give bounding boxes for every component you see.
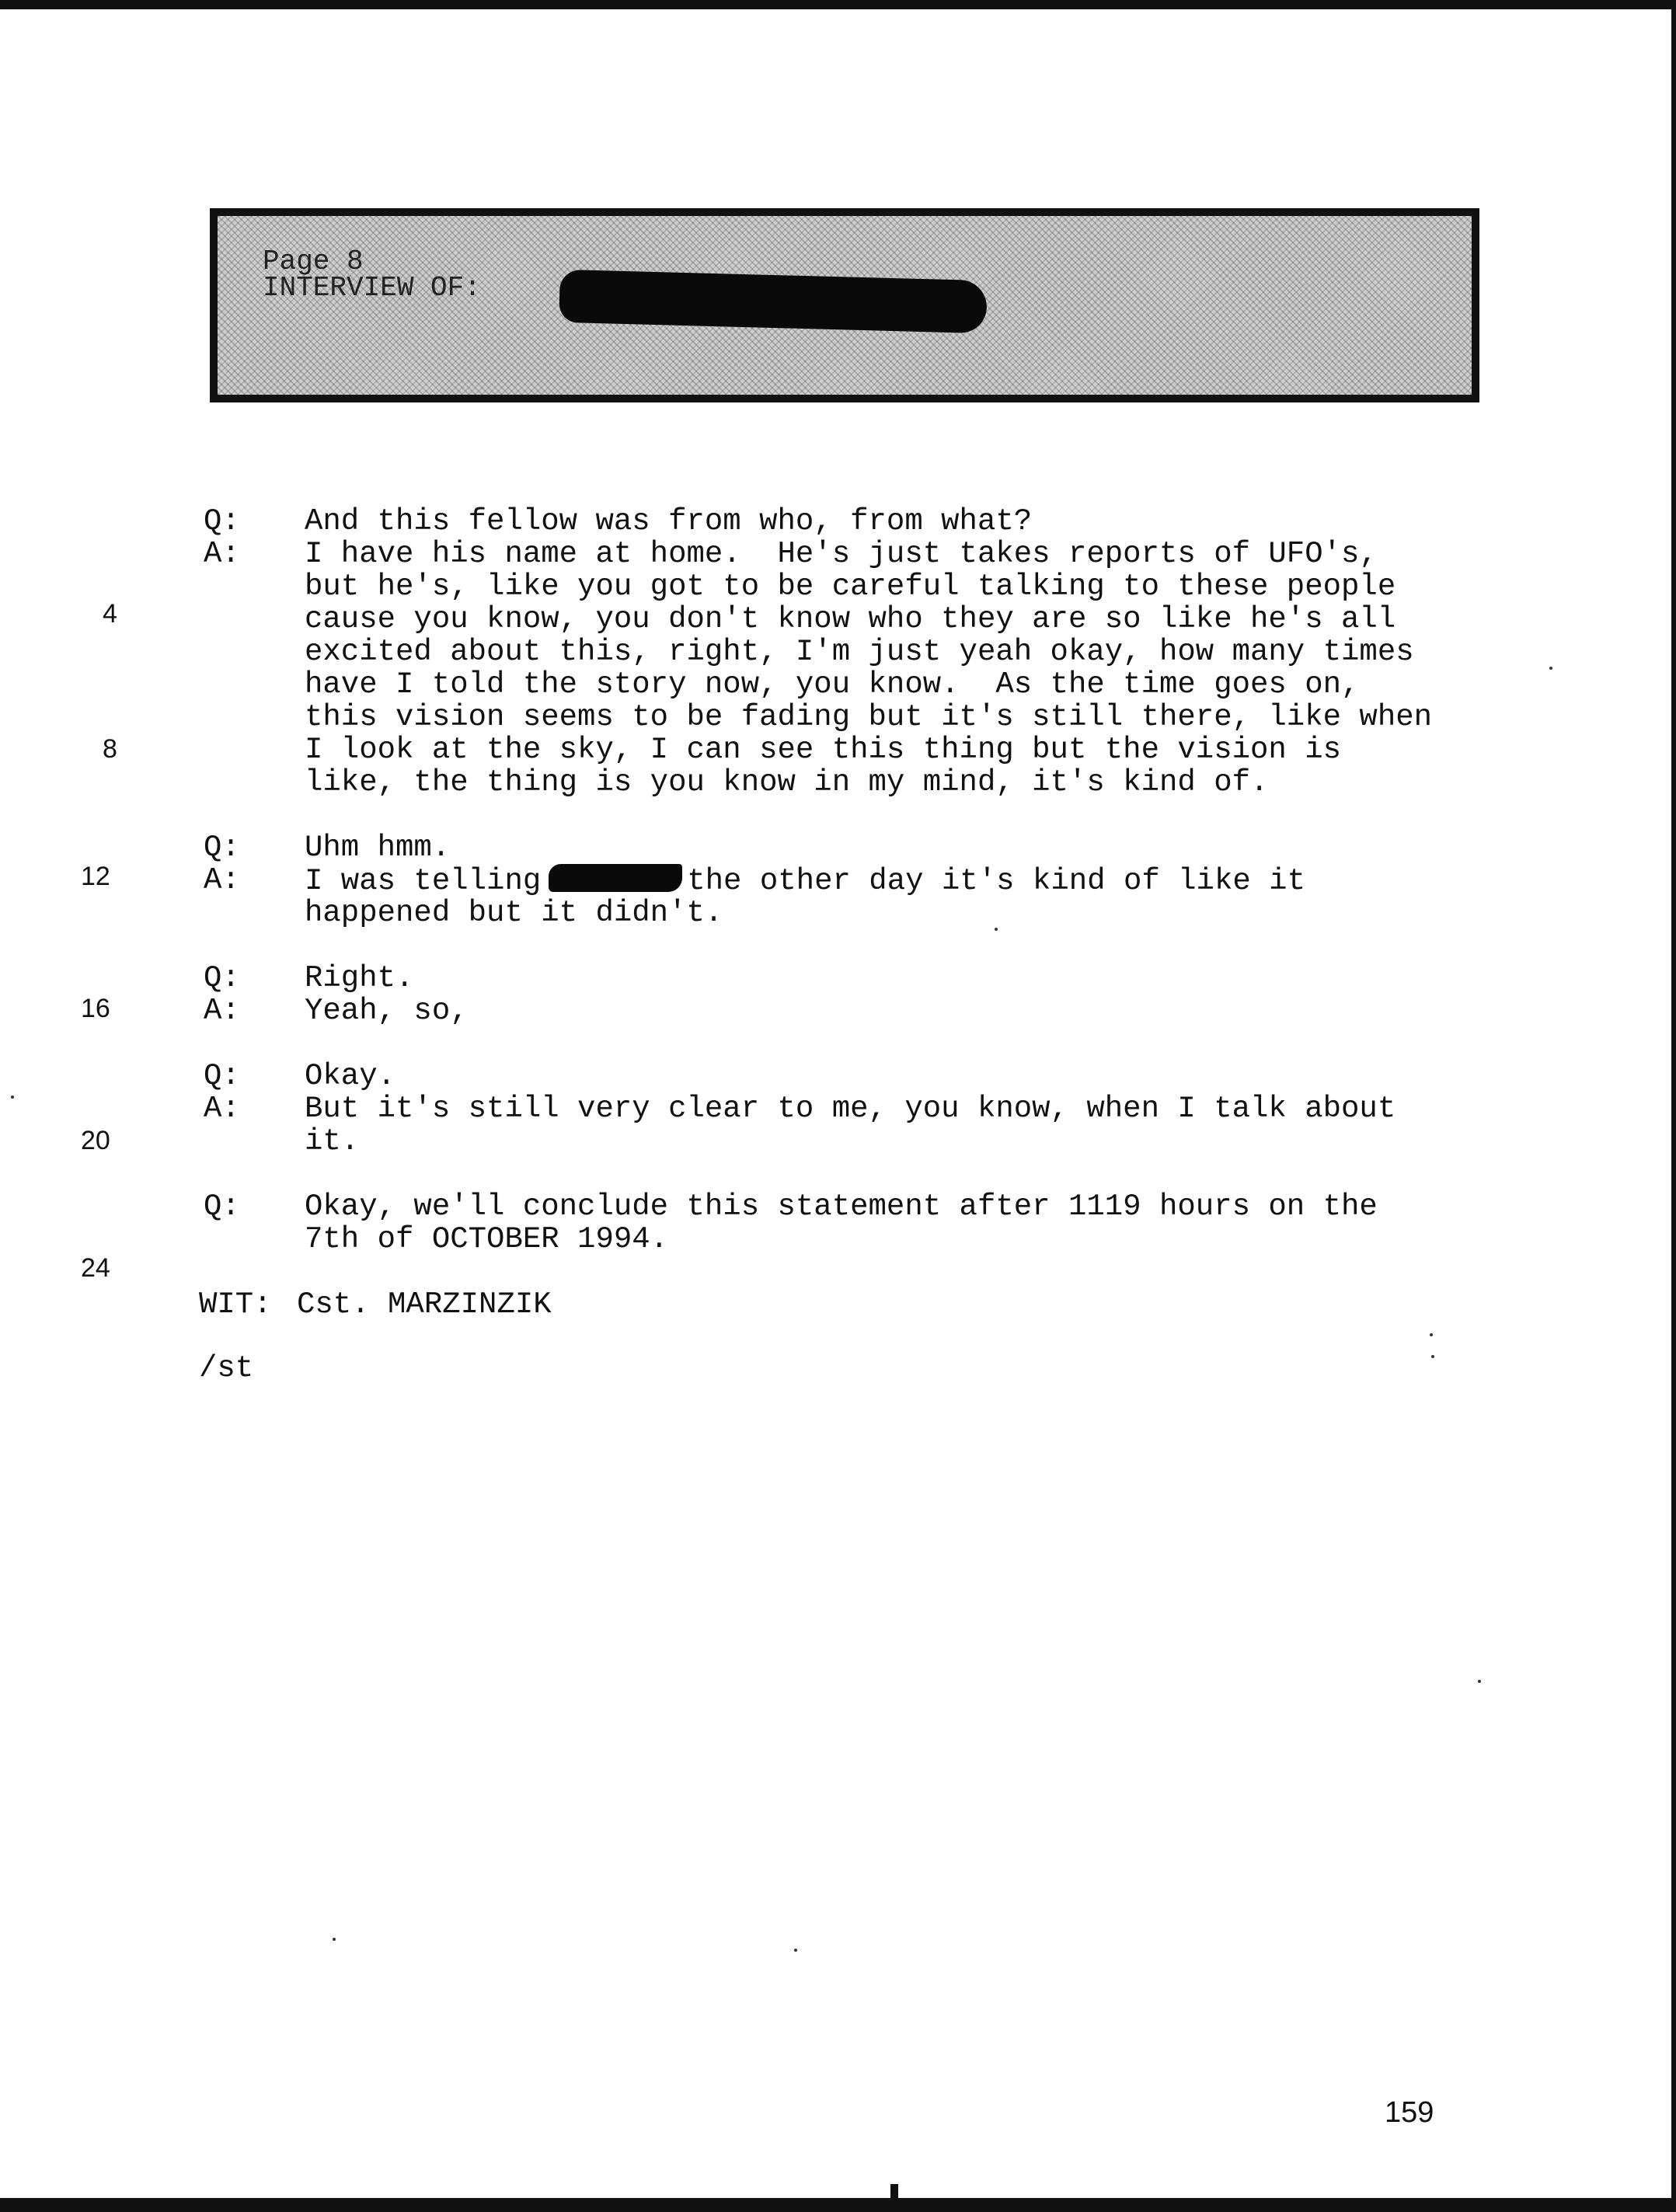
speaker-q: Q:	[204, 1059, 240, 1093]
scan-speck	[1430, 1333, 1433, 1336]
witness-label: WIT:	[199, 1287, 272, 1322]
redaction-mark-name	[549, 864, 682, 892]
transcript-line: cause you know, you don't know who they are so like he's all	[305, 602, 1396, 636]
speaker-q: Q:	[204, 1190, 240, 1224]
speaker-a: A:	[204, 994, 240, 1028]
transcript-line: But it's still very clear to me, you know, when I talk about	[305, 1092, 1396, 1126]
line-number: 8	[103, 734, 117, 764]
transcript-line: have I told the story now, you know. As the time goes on,	[305, 667, 1360, 702]
transcript-line: And this fellow was from who, from what?	[305, 504, 1033, 538]
transcript-text: the other day it's kind of like it	[687, 864, 1305, 898]
line-number: 4	[103, 599, 117, 629]
line-number: 12	[81, 862, 110, 891]
transcript-line: Okay, we'll conclude this statement after 1119 hours on the	[305, 1190, 1378, 1224]
speaker-q: Q:	[204, 831, 240, 865]
page-number: 159	[1385, 2096, 1434, 2129]
transcript-line: this vision seems to be fading but it's still there, like when	[305, 700, 1433, 734]
scan-speck	[1549, 667, 1552, 670]
typist-initials: /st	[199, 1351, 254, 1385]
scan-speck	[11, 1096, 14, 1099]
line-number: 16	[81, 994, 110, 1023]
transcript-line: happened but it didn't.	[305, 896, 723, 930]
transcript-line-with-redaction	[305, 864, 1305, 897]
line-number: 20	[81, 1126, 110, 1155]
transcript-line: I look at the sky, I can see this thing but the vision is	[305, 733, 1342, 767]
transcript-line: I have his name at home. He's just takes reports of UFO's,	[305, 537, 1378, 571]
witness-name: Cst. MARZINZIK	[297, 1287, 552, 1322]
scan-speck	[1431, 1355, 1434, 1358]
transcript-line: but he's, like you got to be careful talking to these people	[305, 570, 1396, 604]
transcript-line: Yeah, so,	[305, 994, 469, 1028]
transcript-line: 7th of OCTOBER 1994.	[305, 1222, 669, 1256]
speaker-a: A:	[204, 1092, 240, 1126]
line-number: 24	[81, 1253, 110, 1283]
scan-speck	[333, 1938, 336, 1941]
scan-speck	[1478, 1680, 1481, 1683]
scan-speck	[794, 1949, 797, 1952]
speaker-a: A:	[204, 537, 240, 571]
transcript-line: it.	[305, 1124, 360, 1158]
transcript-line: like, the thing is you know in my mind, it's kind of.	[305, 765, 1269, 799]
transcript-line: excited about this, right, I'm just yeah okay, how many times	[305, 635, 1414, 669]
transcript-line: Okay.	[305, 1059, 396, 1093]
scan-speck	[995, 928, 998, 931]
speaker-a: A:	[204, 863, 240, 897]
transcript-line: Right.	[305, 961, 414, 995]
transcript-text: I was telling	[305, 864, 542, 898]
speaker-q: Q:	[204, 961, 240, 995]
interview-label: INTERVIEW OF:	[263, 272, 481, 304]
transcript-line: Uhm hmm.	[305, 831, 451, 865]
page-label: Page 8	[263, 246, 364, 277]
speaker-q: Q:	[204, 504, 240, 538]
